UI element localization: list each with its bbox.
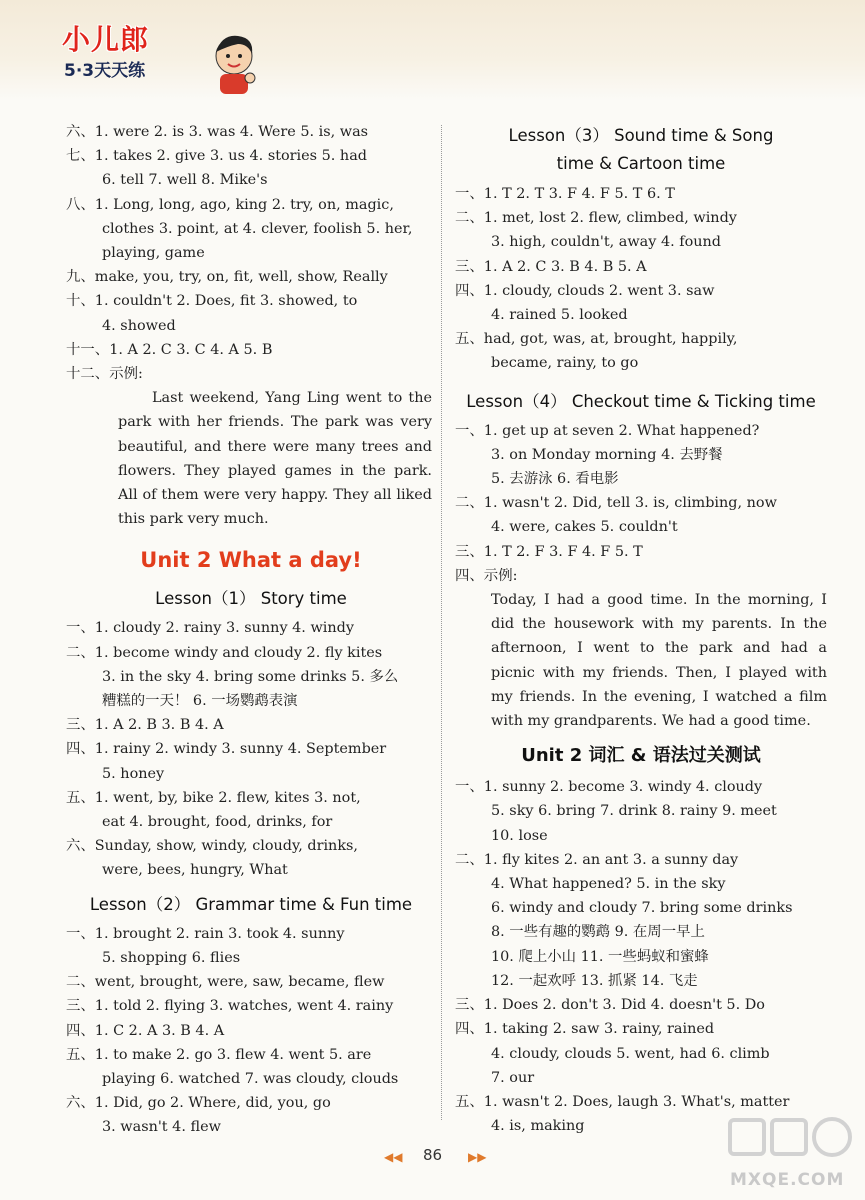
answer-row (66, 144, 436, 168)
question-number: 一、 (66, 620, 95, 637)
answer-continuation: 5. 去游泳 6. 看电影 (491, 471, 619, 488)
question-number: 九、 (66, 269, 95, 286)
answer-row (455, 848, 827, 872)
answer-continuation: 4. What happened? 5. in the sky (491, 876, 726, 893)
answer-text: 1. cloudy 2. rainy 3. sunny 4. windy (94, 620, 354, 637)
answer-text: 1. went, by, bike 2. flew, kites 3. not, (94, 789, 361, 806)
answer-row (66, 970, 436, 994)
answer-continuation: 5. sky 6. bring 7. drink 8. rainy 9. meet (491, 803, 777, 820)
answer-text: went, brought, were, saw, became, flew (94, 974, 385, 991)
answer-text: 示例: (483, 567, 518, 584)
question-number: 一、 (455, 186, 484, 202)
answer-row (66, 1019, 436, 1043)
page-header (0, 0, 865, 100)
answer-continuation: 4. rained 5. looked (491, 307, 628, 324)
question-number: 十、 (66, 293, 95, 310)
lesson1-answers (66, 616, 436, 882)
essay-paragraph-right: Today, I had a good time. In the morning, I did the housework with my parents. In the afternoon, I went to the park and had a picnic with my friends. Then, I played with my friends. In the evening, I watched a film with my grandparents. We had a good time. (491, 592, 827, 730)
lesson2-title: Lesson（2） Grammar time & Fun time (89, 894, 413, 914)
answer-text: 1. T 2. F 3. F 4. F 5. T (483, 543, 643, 560)
answer-text: 示例: (109, 366, 143, 383)
page-number: 86 (422, 1146, 443, 1164)
question-number: 十一、 (66, 341, 110, 358)
test-title: Unit 2 词汇 & 语法过关测试 (521, 745, 761, 767)
answer-text: 1. sunny 2. become 3. windy 4. cloudy (483, 779, 763, 796)
answer-text: had, got, was, at, brought, happily, (483, 331, 738, 348)
question-number: 三、 (66, 717, 95, 734)
test-answers (455, 775, 827, 1138)
answer-continuation: 7. our (491, 1069, 535, 1086)
question-number: 十二、 (66, 366, 110, 383)
mascot-boy-icon (208, 32, 260, 96)
answer-row (66, 713, 436, 737)
answer-text: 1. were 2. is 3. was 4. Were 5. is, was (94, 124, 369, 140)
watermark-text: MXQE.COM (730, 1170, 845, 1190)
answer-row (66, 834, 436, 858)
question-number: 六、 (66, 1095, 95, 1112)
answer-text: 1. told 2. flying 3. watches, went 4. rainy (94, 998, 394, 1015)
answer-row (66, 338, 436, 362)
answer-text: 1. wasn't 2. Does, laugh 3. What's, matter (483, 1093, 790, 1110)
answer-row (66, 193, 436, 217)
answer-continuation: became, rainy, to go (491, 355, 639, 372)
answer-row (66, 994, 436, 1018)
answer-row (66, 1091, 436, 1115)
answer-row (66, 616, 436, 640)
lesson4-answers (455, 419, 827, 588)
answer-text: 1. Long, long, ago, king 2. try, on, magic, (94, 196, 394, 213)
answer-text: 1. takes 2. give 3. us 4. stories 5. had (94, 148, 367, 165)
answer-text: 1. brought 2. rain 3. took 4. sunny (94, 925, 345, 942)
answer-row (455, 775, 827, 799)
answer-row (455, 182, 827, 206)
lesson2-answers (66, 922, 436, 1140)
brand-title: 小儿郎 (62, 23, 150, 56)
answer-text: make, you, try, on, fit, well, show, Really (94, 269, 388, 286)
answer-row (455, 327, 827, 351)
answer-row (66, 922, 436, 946)
answer-text: 1. A 2. C 3. C 4. A 5. B (109, 341, 273, 358)
question-number: 一、 (455, 779, 484, 796)
right-column (455, 120, 827, 1138)
question-number: 八、 (66, 196, 95, 213)
answer-text: 1. rainy 2. windy 3. sunny 4. September (94, 741, 387, 758)
answer-continuation: 3. high, couldn't, away 4. found (491, 234, 721, 251)
answer-continuation: 6. windy and cloudy 7. bring some drinks (491, 900, 793, 917)
answer-row (66, 120, 436, 144)
answer-text: 1. taking 2. saw 3. rainy, rained (483, 1021, 715, 1038)
unit-title: Unit 2 What a day! (140, 548, 362, 573)
question-number: 三、 (455, 997, 484, 1014)
answer-text: Sunday, show, windy, cloudy, drinks, (94, 838, 359, 855)
answer-continuation: playing, game (102, 245, 205, 262)
answer-row (455, 419, 827, 443)
answer-text: 1. Did, go 2. Where, did, you, go (94, 1095, 331, 1112)
answer-continuation: 10. lose (491, 827, 548, 844)
answer-text: 1. C 2. A 3. B 4. A (94, 1022, 225, 1039)
answer-continuation: 3. on Monday morning 4. 去野餐 (491, 446, 723, 463)
answer-continuation: 10. 爬上小山 11. 一些蚂蚁和蜜蜂 (491, 948, 709, 965)
question-number: 二、 (66, 974, 95, 991)
answer-continuation: 5. honey (102, 765, 165, 782)
answer-row (66, 641, 436, 665)
answer-text: 1. wasn't 2. Did, tell 3. is, climbing, now (483, 495, 777, 512)
answer-text: 1. A 2. B 3. B 4. A (94, 717, 224, 734)
question-number: 二、 (455, 495, 484, 512)
answer-continuation: 4. is, making (491, 1118, 585, 1135)
answer-row (66, 265, 436, 289)
question-number: 七、 (66, 148, 95, 165)
lesson3-answers (455, 182, 827, 376)
question-number: 五、 (455, 1093, 484, 1110)
answers-block-unit1 (66, 120, 436, 386)
lesson1-title: Lesson（1） Story time (155, 589, 347, 609)
answer-continuation: were, bees, hungry, What (102, 862, 288, 879)
answer-continuation: 4. cloudy, clouds 5. went, had 6. climb (491, 1045, 770, 1062)
question-number: 六、 (66, 838, 95, 855)
question-number: 二、 (455, 210, 484, 227)
answer-text: 1. get up at seven 2. What happened? (483, 422, 760, 439)
answer-text: 1. to make 2. go 3. flew 4. went 5. are (94, 1046, 372, 1063)
question-number: 二、 (455, 851, 484, 868)
question-number: 四、 (455, 1021, 484, 1038)
prev-arrows-icon: ◀◀ (384, 1150, 403, 1164)
answer-text: 1. Does 2. don't 3. Did 4. doesn't 5. Do (483, 997, 765, 1014)
question-number: 五、 (66, 789, 95, 806)
answer-continuation: 5. shopping 6. flies (102, 949, 241, 966)
answer-continuation: 8. 一些有趣的鹦鹉 9. 在周一早上 (491, 924, 705, 941)
next-arrows-icon: ▶▶ (468, 1150, 487, 1164)
answer-text: 1. met, lost 2. flew, climbed, windy (483, 210, 737, 227)
answer-text: 1. fly kites 2. an ant 3. a sunny day (483, 851, 739, 868)
question-number: 四、 (66, 1022, 95, 1039)
answer-row (66, 1043, 436, 1067)
answer-row (66, 786, 436, 810)
question-number: 三、 (455, 258, 484, 275)
answer-continuation: eat 4. brought, food, drinks, for (102, 814, 333, 831)
answer-continuation: playing 6. watched 7. was cloudy, clouds (102, 1070, 399, 1087)
answer-continuation: 4. were, cakes 5. couldn't (491, 519, 678, 536)
answer-row (455, 255, 827, 279)
answer-continuation: 3. wasn't 4. flew (102, 1119, 221, 1136)
answer-row (455, 491, 827, 515)
question-number: 四、 (455, 282, 484, 299)
question-number: 六、 (66, 124, 95, 140)
column-divider (441, 125, 442, 1120)
answer-row (455, 993, 827, 1017)
answer-text: 1. A 2. C 3. B 4. B 5. A (483, 258, 647, 275)
answer-row (455, 564, 827, 588)
lesson3-title-line2: time & Cartoon time (556, 154, 726, 173)
brand-logo (60, 18, 210, 88)
answer-text: 1. couldn't 2. Does, fit 3. showed, to (94, 293, 358, 310)
answer-continuation: 3. in the sky 4. bring some drinks 5. 多么 (102, 668, 399, 685)
answer-continuation: 6. tell 7. well 8. Mike's (102, 172, 268, 189)
question-number: 五、 (66, 1046, 95, 1063)
answer-row (455, 540, 827, 564)
answer-continuation: 4. showed (102, 317, 176, 334)
answer-row (66, 737, 436, 761)
question-number: 一、 (66, 925, 95, 942)
answer-text: 1. become windy and cloudy 2. fly kites (94, 644, 383, 661)
answer-continuation: clothes 3. point, at 4. clever, foolish 5. her, (102, 220, 413, 237)
answer-row (66, 362, 436, 386)
essay-paragraph-left: Last weekend, Yang Ling went to the park with her friends. The park was very beautiful, and there were many trees and flowers. They played games in the park. All of them were very happy. They all liked this park very much. (118, 390, 432, 528)
answer-continuation: 糟糕的一天！ 6. 一场鹦鹉表演 (102, 693, 298, 710)
question-number: 四、 (66, 741, 95, 758)
question-number: 三、 (455, 543, 484, 560)
answer-row (455, 1017, 827, 1041)
question-number: 四、 (455, 567, 484, 584)
brand-series: 5·3天天练 (64, 61, 146, 81)
answer-continuation: 12. 一起欢呼 13. 抓紧 14. 飞走 (491, 972, 698, 989)
left-column (66, 120, 436, 1140)
question-number: 一、 (455, 422, 484, 439)
lesson4-title: Lesson（4） Checkout time & Ticking time (466, 391, 816, 411)
question-number: 三、 (66, 998, 95, 1015)
question-number: 五、 (455, 331, 484, 348)
answer-text: 1. cloudy, clouds 2. went 3. saw (483, 282, 715, 299)
answer-row (455, 1090, 827, 1114)
answer-text: 1. T 2. T 3. F 4. F 5. T 6. T (483, 186, 675, 202)
answer-row (455, 279, 827, 303)
question-number: 二、 (66, 644, 95, 661)
answer-row (455, 206, 827, 230)
lesson3-title-line1: Lesson（3） Sound time & Song (508, 126, 774, 145)
answer-row (66, 289, 436, 313)
